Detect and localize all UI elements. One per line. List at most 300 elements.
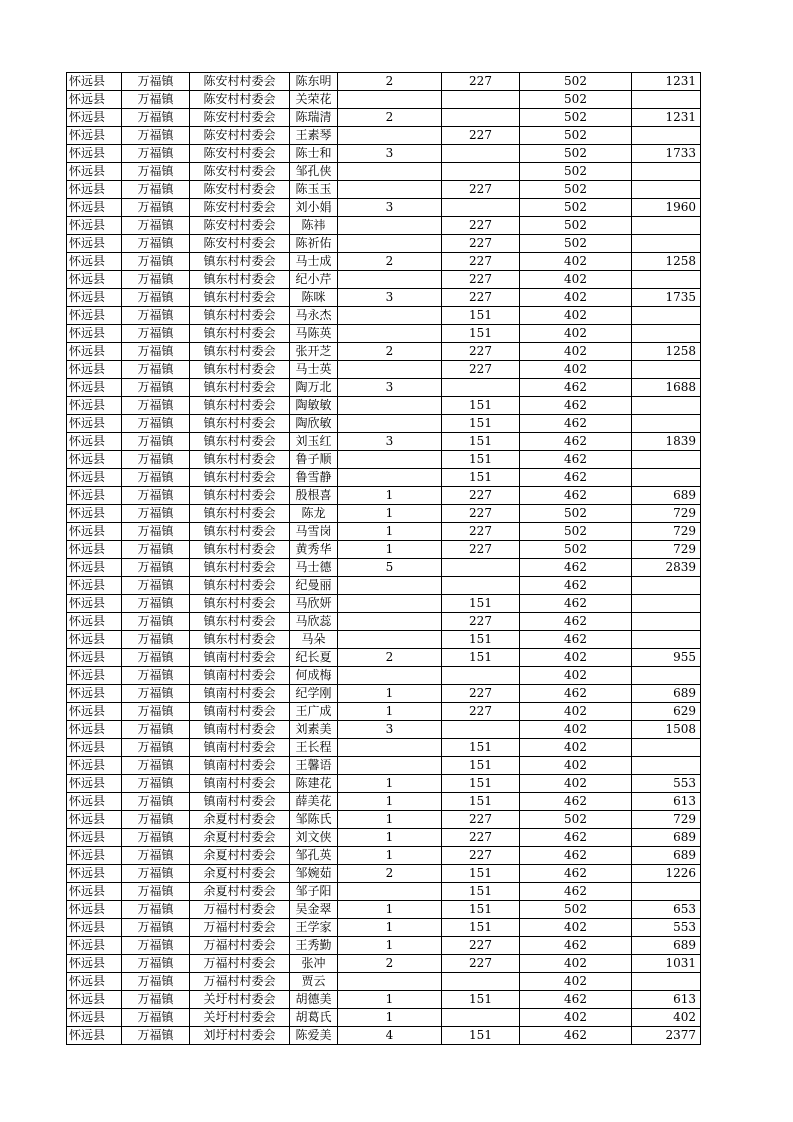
amount-b-cell: 462 — [520, 991, 632, 1009]
village-committee-cell: 镇南村村委会 — [190, 721, 290, 739]
amount-b-cell: 402 — [520, 271, 632, 289]
county-cell: 怀远县 — [67, 937, 122, 955]
village-committee-cell: 镇东村村委会 — [190, 253, 290, 271]
name-cell: 刘小娟 — [290, 199, 338, 217]
amount-a-cell: 227 — [442, 937, 520, 955]
amount-b-cell: 462 — [520, 883, 632, 901]
village-committee-cell: 镇东村村委会 — [190, 451, 290, 469]
county-cell: 怀远县 — [67, 703, 122, 721]
household-size-cell: 5 — [338, 559, 442, 577]
amount-a-cell: 151 — [442, 307, 520, 325]
county-cell: 怀远县 — [67, 685, 122, 703]
table-row — [67, 865, 701, 883]
total-cell: 689 — [632, 937, 701, 955]
village-committee-cell: 陈安村村委会 — [190, 73, 290, 91]
amount-b-cell: 402 — [520, 955, 632, 973]
table-row — [67, 127, 701, 145]
amount-a-cell — [442, 1009, 520, 1027]
name-cell: 邹子阳 — [290, 883, 338, 901]
town-cell: 万福镇 — [122, 793, 190, 811]
town-cell: 万福镇 — [122, 757, 190, 775]
village-committee-cell: 镇东村村委会 — [190, 613, 290, 631]
total-cell — [632, 757, 701, 775]
amount-a-cell: 227 — [442, 613, 520, 631]
town-cell: 万福镇 — [122, 991, 190, 1009]
name-cell: 马欣妍 — [290, 595, 338, 613]
total-cell: 1226 — [632, 865, 701, 883]
amount-a-cell: 227 — [442, 487, 520, 505]
county-cell: 怀远县 — [67, 649, 122, 667]
amount-b-cell: 402 — [520, 361, 632, 379]
table-row — [67, 829, 701, 847]
amount-a-cell — [442, 559, 520, 577]
amount-b-cell: 502 — [520, 109, 632, 127]
table-row — [67, 775, 701, 793]
county-cell: 怀远县 — [67, 487, 122, 505]
amount-a-cell: 227 — [442, 235, 520, 253]
amount-b-cell: 502 — [520, 217, 632, 235]
amount-b-cell: 402 — [520, 343, 632, 361]
table-row — [67, 649, 701, 667]
village-committee-cell: 万福村村委会 — [190, 955, 290, 973]
amount-a-cell: 151 — [442, 451, 520, 469]
village-committee-cell: 余夏村村委会 — [190, 847, 290, 865]
name-cell: 纪曼丽 — [290, 577, 338, 595]
total-cell — [632, 163, 701, 181]
household-size-cell — [338, 667, 442, 685]
amount-b-cell: 402 — [520, 325, 632, 343]
village-committee-cell: 余夏村村委会 — [190, 865, 290, 883]
table-row — [67, 739, 701, 757]
name-cell: 马士英 — [290, 361, 338, 379]
total-cell: 1960 — [632, 199, 701, 217]
household-size-cell — [338, 361, 442, 379]
amount-a-cell: 151 — [442, 775, 520, 793]
table-row — [67, 73, 701, 91]
county-cell: 怀远县 — [67, 1009, 122, 1027]
town-cell: 万福镇 — [122, 685, 190, 703]
village-committee-cell: 镇东村村委会 — [190, 307, 290, 325]
amount-a-cell: 151 — [442, 649, 520, 667]
village-committee-cell: 刘圩村村委会 — [190, 1027, 290, 1045]
town-cell: 万福镇 — [122, 595, 190, 613]
table-row — [67, 325, 701, 343]
amount-b-cell: 502 — [520, 163, 632, 181]
total-cell — [632, 613, 701, 631]
table-row — [67, 1009, 701, 1027]
name-cell: 张冲 — [290, 955, 338, 973]
household-size-cell — [338, 325, 442, 343]
county-cell: 怀远县 — [67, 775, 122, 793]
name-cell: 陶万北 — [290, 379, 338, 397]
county-cell: 怀远县 — [67, 595, 122, 613]
household-size-cell: 2 — [338, 865, 442, 883]
name-cell: 马雪岗 — [290, 523, 338, 541]
table-row — [67, 1027, 701, 1045]
name-cell: 鲁雪静 — [290, 469, 338, 487]
amount-a-cell: 151 — [442, 433, 520, 451]
amount-a-cell: 151 — [442, 991, 520, 1009]
name-cell: 王广成 — [290, 703, 338, 721]
town-cell: 万福镇 — [122, 775, 190, 793]
household-size-cell — [338, 217, 442, 235]
county-cell: 怀远县 — [67, 253, 122, 271]
county-cell: 怀远县 — [67, 901, 122, 919]
table-row — [67, 487, 701, 505]
household-size-cell — [338, 613, 442, 631]
county-cell: 怀远县 — [67, 865, 122, 883]
household-size-cell: 1 — [338, 523, 442, 541]
household-size-cell — [338, 973, 442, 991]
name-cell: 吴金翠 — [290, 901, 338, 919]
household-size-cell: 4 — [338, 1027, 442, 1045]
total-cell — [632, 325, 701, 343]
table-row — [67, 973, 701, 991]
name-cell: 马永杰 — [290, 307, 338, 325]
total-cell: 2839 — [632, 559, 701, 577]
name-cell: 鲁子顺 — [290, 451, 338, 469]
name-cell: 邹孔侠 — [290, 163, 338, 181]
household-size-cell: 2 — [338, 649, 442, 667]
amount-a-cell: 151 — [442, 415, 520, 433]
household-size-cell — [338, 163, 442, 181]
household-size-cell — [338, 883, 442, 901]
amount-b-cell: 502 — [520, 127, 632, 145]
household-size-cell: 1 — [338, 811, 442, 829]
name-cell: 陈玉玉 — [290, 181, 338, 199]
household-size-cell — [338, 235, 442, 253]
amount-b-cell: 402 — [520, 703, 632, 721]
town-cell: 万福镇 — [122, 343, 190, 361]
town-cell: 万福镇 — [122, 181, 190, 199]
town-cell: 万福镇 — [122, 631, 190, 649]
household-size-cell — [338, 577, 442, 595]
town-cell: 万福镇 — [122, 721, 190, 739]
village-committee-cell: 镇东村村委会 — [190, 541, 290, 559]
table-row — [67, 541, 701, 559]
household-size-cell: 2 — [338, 343, 442, 361]
total-cell: 689 — [632, 685, 701, 703]
table-row — [67, 919, 701, 937]
table-row — [67, 289, 701, 307]
amount-a-cell: 227 — [442, 253, 520, 271]
name-cell: 陶敏敏 — [290, 397, 338, 415]
name-cell: 胡德美 — [290, 991, 338, 1009]
household-size-cell: 2 — [338, 955, 442, 973]
household-size-cell: 3 — [338, 379, 442, 397]
table-row — [67, 397, 701, 415]
town-cell: 万福镇 — [122, 829, 190, 847]
village-committee-cell: 镇南村村委会 — [190, 757, 290, 775]
county-cell: 怀远县 — [67, 667, 122, 685]
county-cell: 怀远县 — [67, 397, 122, 415]
household-size-cell: 2 — [338, 109, 442, 127]
town-cell: 万福镇 — [122, 235, 190, 253]
county-cell: 怀远县 — [67, 433, 122, 451]
county-cell: 怀远县 — [67, 919, 122, 937]
county-cell: 怀远县 — [67, 307, 122, 325]
town-cell: 万福镇 — [122, 487, 190, 505]
name-cell: 纪学刚 — [290, 685, 338, 703]
amount-b-cell: 502 — [520, 145, 632, 163]
town-cell: 万福镇 — [122, 559, 190, 577]
county-cell: 怀远县 — [67, 757, 122, 775]
household-size-cell — [338, 181, 442, 199]
name-cell: 陈士和 — [290, 145, 338, 163]
household-size-cell: 3 — [338, 199, 442, 217]
name-cell: 陈建花 — [290, 775, 338, 793]
name-cell: 邹陈氏 — [290, 811, 338, 829]
amount-b-cell: 462 — [520, 829, 632, 847]
household-size-cell: 1 — [338, 685, 442, 703]
table-row — [67, 703, 701, 721]
name-cell: 马朵 — [290, 631, 338, 649]
town-cell: 万福镇 — [122, 253, 190, 271]
name-cell: 陈祈佑 — [290, 235, 338, 253]
amount-a-cell: 151 — [442, 919, 520, 937]
village-committee-cell: 镇东村村委会 — [190, 559, 290, 577]
village-committee-cell: 陈安村村委会 — [190, 127, 290, 145]
town-cell: 万福镇 — [122, 811, 190, 829]
town-cell: 万福镇 — [122, 217, 190, 235]
amount-a-cell — [442, 163, 520, 181]
table-row — [67, 631, 701, 649]
amount-a-cell: 227 — [442, 703, 520, 721]
name-cell: 马陈英 — [290, 325, 338, 343]
town-cell: 万福镇 — [122, 325, 190, 343]
amount-b-cell: 502 — [520, 811, 632, 829]
amount-a-cell: 227 — [442, 523, 520, 541]
total-cell: 613 — [632, 991, 701, 1009]
amount-b-cell: 402 — [520, 667, 632, 685]
household-size-cell: 1 — [338, 505, 442, 523]
amount-b-cell: 502 — [520, 181, 632, 199]
town-cell: 万福镇 — [122, 667, 190, 685]
amount-b-cell: 462 — [520, 937, 632, 955]
village-committee-cell: 镇南村村委会 — [190, 667, 290, 685]
amount-b-cell: 462 — [520, 613, 632, 631]
village-committee-cell: 镇南村村委会 — [190, 685, 290, 703]
village-committee-cell: 陈安村村委会 — [190, 235, 290, 253]
county-cell: 怀远县 — [67, 235, 122, 253]
town-cell: 万福镇 — [122, 901, 190, 919]
table-row — [67, 415, 701, 433]
amount-a-cell — [442, 91, 520, 109]
village-committee-cell: 镇东村村委会 — [190, 505, 290, 523]
town-cell: 万福镇 — [122, 955, 190, 973]
amount-a-cell: 227 — [442, 685, 520, 703]
town-cell: 万福镇 — [122, 415, 190, 433]
amount-a-cell: 151 — [442, 469, 520, 487]
household-size-cell — [338, 127, 442, 145]
name-cell: 薛美花 — [290, 793, 338, 811]
table-row — [67, 343, 701, 361]
table-body — [67, 73, 701, 1045]
county-cell: 怀远县 — [67, 955, 122, 973]
county-cell: 怀远县 — [67, 379, 122, 397]
village-committee-cell: 镇东村村委会 — [190, 343, 290, 361]
village-committee-cell: 镇东村村委会 — [190, 523, 290, 541]
total-cell — [632, 127, 701, 145]
table-row — [67, 253, 701, 271]
village-committee-cell: 镇南村村委会 — [190, 775, 290, 793]
amount-b-cell: 462 — [520, 793, 632, 811]
amount-a-cell — [442, 721, 520, 739]
village-committee-cell: 万福村村委会 — [190, 937, 290, 955]
county-cell: 怀远县 — [67, 181, 122, 199]
household-size-cell — [338, 595, 442, 613]
town-cell: 万福镇 — [122, 541, 190, 559]
total-cell: 729 — [632, 541, 701, 559]
village-committee-cell: 镇东村村委会 — [190, 433, 290, 451]
household-size-cell: 3 — [338, 721, 442, 739]
amount-a-cell: 151 — [442, 1027, 520, 1045]
name-cell: 刘玉红 — [290, 433, 338, 451]
amount-b-cell: 462 — [520, 595, 632, 613]
name-cell: 邹婉茹 — [290, 865, 338, 883]
amount-b-cell: 402 — [520, 973, 632, 991]
table-row — [67, 613, 701, 631]
amount-b-cell: 462 — [520, 847, 632, 865]
amount-a-cell — [442, 379, 520, 397]
name-cell: 陈龙 — [290, 505, 338, 523]
county-cell: 怀远县 — [67, 469, 122, 487]
name-cell: 王素琴 — [290, 127, 338, 145]
town-cell: 万福镇 — [122, 127, 190, 145]
county-cell: 怀远县 — [67, 721, 122, 739]
amount-a-cell: 227 — [442, 343, 520, 361]
town-cell: 万福镇 — [122, 919, 190, 937]
total-cell — [632, 739, 701, 757]
name-cell: 张开芝 — [290, 343, 338, 361]
town-cell: 万福镇 — [122, 865, 190, 883]
amount-a-cell: 227 — [442, 829, 520, 847]
village-committee-cell: 陈安村村委会 — [190, 109, 290, 127]
total-cell: 1231 — [632, 73, 701, 91]
town-cell: 万福镇 — [122, 163, 190, 181]
amount-b-cell: 502 — [520, 523, 632, 541]
county-cell: 怀远县 — [67, 289, 122, 307]
county-cell: 怀远县 — [67, 847, 122, 865]
county-cell: 怀远县 — [67, 361, 122, 379]
amount-b-cell: 462 — [520, 397, 632, 415]
amount-a-cell: 151 — [442, 631, 520, 649]
total-cell: 689 — [632, 847, 701, 865]
table-row — [67, 685, 701, 703]
village-committee-cell: 镇东村村委会 — [190, 631, 290, 649]
total-cell: 955 — [632, 649, 701, 667]
household-size-cell — [338, 631, 442, 649]
amount-a-cell: 227 — [442, 811, 520, 829]
town-cell: 万福镇 — [122, 1009, 190, 1027]
household-size-cell: 1 — [338, 829, 442, 847]
town-cell: 万福镇 — [122, 937, 190, 955]
total-cell — [632, 397, 701, 415]
amount-b-cell: 462 — [520, 451, 632, 469]
name-cell: 黄秀华 — [290, 541, 338, 559]
amount-b-cell: 402 — [520, 253, 632, 271]
town-cell: 万福镇 — [122, 433, 190, 451]
amount-b-cell: 462 — [520, 469, 632, 487]
county-cell: 怀远县 — [67, 631, 122, 649]
village-committee-cell: 陈安村村委会 — [190, 199, 290, 217]
table-row — [67, 271, 701, 289]
amount-b-cell: 462 — [520, 631, 632, 649]
county-cell: 怀远县 — [67, 811, 122, 829]
total-cell: 1231 — [632, 109, 701, 127]
table-row — [67, 91, 701, 109]
village-committee-cell: 镇东村村委会 — [190, 397, 290, 415]
table-row — [67, 811, 701, 829]
table-row — [67, 991, 701, 1009]
amount-b-cell: 462 — [520, 865, 632, 883]
amount-b-cell: 462 — [520, 685, 632, 703]
total-cell — [632, 973, 701, 991]
village-committee-cell: 镇东村村委会 — [190, 271, 290, 289]
county-cell: 怀远县 — [67, 325, 122, 343]
household-size-cell — [338, 469, 442, 487]
town-cell: 万福镇 — [122, 145, 190, 163]
table-row — [67, 559, 701, 577]
household-size-cell — [338, 415, 442, 433]
total-cell: 1735 — [632, 289, 701, 307]
table-row — [67, 757, 701, 775]
town-cell: 万福镇 — [122, 577, 190, 595]
total-cell: 1031 — [632, 955, 701, 973]
total-cell: 553 — [632, 919, 701, 937]
household-size-cell — [338, 91, 442, 109]
amount-b-cell: 462 — [520, 487, 632, 505]
name-cell: 纪长夏 — [290, 649, 338, 667]
town-cell: 万福镇 — [122, 379, 190, 397]
town-cell: 万福镇 — [122, 649, 190, 667]
household-size-cell — [338, 757, 442, 775]
table-row — [67, 667, 701, 685]
amount-a-cell — [442, 667, 520, 685]
amount-a-cell: 227 — [442, 217, 520, 235]
table-row — [67, 847, 701, 865]
village-committee-cell: 陈安村村委会 — [190, 217, 290, 235]
table-row — [67, 361, 701, 379]
total-cell: 689 — [632, 829, 701, 847]
table-row — [67, 235, 701, 253]
amount-b-cell: 502 — [520, 73, 632, 91]
table-row — [67, 901, 701, 919]
amount-b-cell: 502 — [520, 235, 632, 253]
total-cell — [632, 307, 701, 325]
county-cell: 怀远县 — [67, 199, 122, 217]
amount-b-cell: 462 — [520, 577, 632, 595]
amount-a-cell: 227 — [442, 73, 520, 91]
village-committee-cell: 余夏村村委会 — [190, 829, 290, 847]
amount-b-cell: 402 — [520, 307, 632, 325]
county-cell: 怀远县 — [67, 883, 122, 901]
amount-a-cell: 151 — [442, 883, 520, 901]
village-committee-cell: 关圩村村委会 — [190, 1009, 290, 1027]
table-row — [67, 955, 701, 973]
village-committee-cell: 陈安村村委会 — [190, 181, 290, 199]
county-cell: 怀远县 — [67, 415, 122, 433]
table-row — [67, 937, 701, 955]
amount-b-cell: 402 — [520, 649, 632, 667]
village-committee-cell: 万福村村委会 — [190, 973, 290, 991]
total-cell: 729 — [632, 523, 701, 541]
county-cell: 怀远县 — [67, 739, 122, 757]
total-cell: 1839 — [632, 433, 701, 451]
household-size-cell: 2 — [338, 73, 442, 91]
county-cell: 怀远县 — [67, 343, 122, 361]
table-row — [67, 451, 701, 469]
